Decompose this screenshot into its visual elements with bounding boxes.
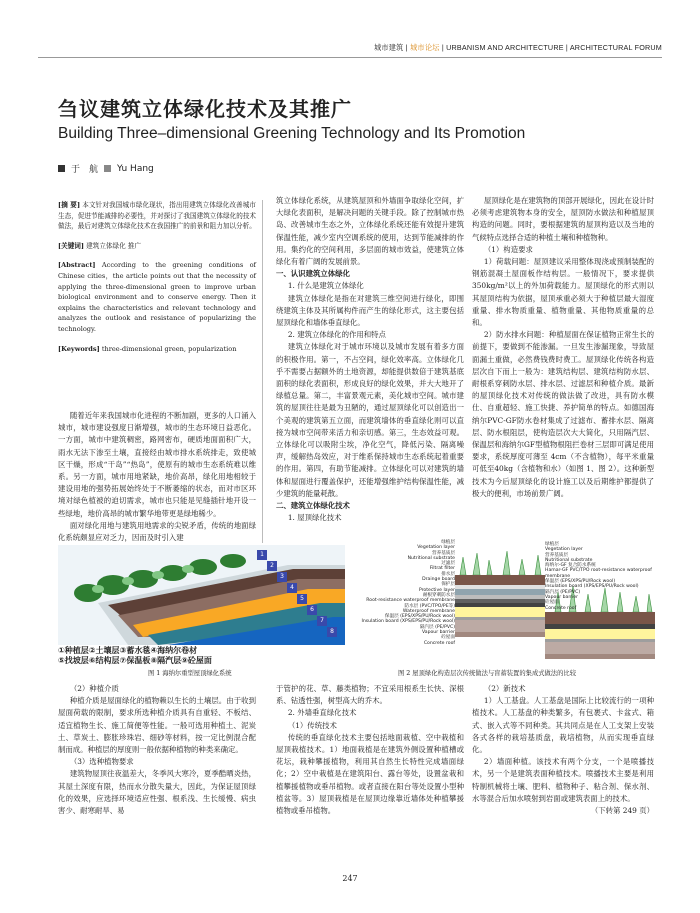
subsection-heading: （2）种植介质: [69, 684, 119, 693]
paragraph: 于管护的花、草、藤类植物；不宜采用根系生长快、深根系、钻透性强，树型高大的乔木。: [276, 684, 464, 706]
figure-number-badge: 7: [317, 616, 327, 626]
layer-label: 隔汽层 (PE/PVC): [545, 589, 581, 595]
figure-1: [58, 545, 345, 667]
abstract-block: [58, 200, 256, 354]
figure-number-badge: 3: [277, 572, 287, 582]
paragraph: 传统的垂直绿化技术主要包括地面栽植、空中栽植和屋顶栽植技术。1）地面栽植是在建筑外侧设置种植槽或花坛，栽种攀援植物，利用其自然生长特性完成墙面绿化；2）空中栽植是在建筑阳台、露台等处，设置盆栽和植攀援植物或垂吊植物。或者直接在阳台等处设置小型种植盆等。3）屋顶栽植是在屋顶边缘靠近墙体处种植攀援植物或垂吊植物。: [276, 732, 464, 816]
paragraph: 随着近年来我国城市化进程的不断加剧，更多的人口涌入城市，城市建设强度日渐增强，城市的生态环境日益恶化。一方面，城市中建筑稠密，路网密布，硬质地面面积广大，雨水无法下渗至土壤，直接经由城市排水系统排走，致使城区干燥，形成“干岛”“热岛”，使原有的城市生态系统难以维系。另一方面，城市用地紧缺，地价高昂，绿化用地相较于建设用地的强势拓展始终处于不断萎缩的状态，而对市区环境对绿色植被的迫切需求，城市也只能是见缝插针地开设一些绿地，地价高昂的城市繁华地带更是绿地稀少。: [58, 411, 256, 518]
layer-label: Concrete roof: [545, 605, 577, 611]
left-layer-labels: [355, 540, 455, 646]
layer-label: 排水层: [441, 571, 455, 577]
paragraph: 1）人工基盘。人工基盘是国际上比较流行的一项种植技术。人工基盘的种类繁多，有包裹式、卡盆式、箱式、嵌入式等不同种类。其共同点是在人工支架上安装各式各样的栽培基质盘，栽培植物，从而实现垂直绿化。: [472, 696, 654, 755]
abstract-en-label: [Abstract]: [58, 261, 96, 270]
figure-number-badge: 8: [327, 627, 337, 637]
keywords-cn-label: [关键词]: [58, 241, 85, 250]
header-sep: |: [565, 43, 568, 52]
paragraph: 2）墙面种植。该技术有两个分支，一个是喷播技术，另一个是建筑表面种植技术。喷播技术主要是利用特制机械将土壤、肥料、植物种子、粘合剂、保水剂、水等混合后加水喷射到岩面或建筑表面上的技术。: [472, 757, 654, 803]
layer-label: 砼屋面: [545, 600, 559, 606]
layer-label: Vapour barrier: [421, 630, 455, 636]
layer-label: Root-resistance waterproof membrane: [366, 598, 455, 604]
square-bullet-icon: [104, 165, 111, 172]
col1-body: [58, 410, 256, 544]
subsection-heading: （3）选种植物要求: [69, 757, 134, 767]
square-bullet-icon: [58, 165, 65, 172]
figure-1-caption: 图 1 海纳尔重型屋顶绿化系统: [148, 670, 232, 677]
column-divider: [262, 200, 263, 543]
paragraph: 1）荷载问题：屋顶建议采用整体现浇或预制装配的钢筋混凝土屋面板作结构层。一般情况下，要求提供350kg/m²以上的外加荷载能力。屋顶绿化的形式则以其屋顶结构为依据，屋顶承重必须大于种植层最大湿度重量、排水物质重量、植物重量、其他物质重量的总和。: [472, 257, 654, 328]
running-header: [374, 43, 662, 53]
header-en2: ARCHITECTURAL FORUM: [569, 43, 662, 52]
header-rule: [38, 57, 662, 58]
paragraph: 建筑物屋顶往夜温差大，冬季风大寒冷，夏季酷晒炎热，其屋土深度有限，热而水分散失量大，因此，为保证屋顶绿化的效果，应选择环境适应性强、根系浅、生长缓慢、病虫害少、耐寒耐旱、易: [58, 769, 256, 816]
layer-label: Insulation board (XPS/EPS/PU/Rock wool): [545, 584, 639, 590]
paragraph: 面对绿化用地与建筑用地需求的尖锐矛盾，传统的地面绿化系统颇显应对乏力，因而及时引入建: [58, 520, 256, 543]
layer-label: Concrete roof: [423, 640, 455, 646]
author-en: Yu Hang: [117, 163, 154, 174]
figure-2: [355, 540, 655, 666]
col2-bottom: [276, 683, 464, 817]
col2-body: [276, 195, 464, 524]
layer-label: 海纳尔-GF 复合防水系统: [545, 563, 596, 569]
author-cn: 于 航: [71, 165, 99, 175]
header-sep: |: [441, 43, 444, 52]
figure-number-badge: 6: [307, 605, 317, 615]
layer-label: 防水层 (PVC/TPO/PE等): [404, 603, 455, 609]
figure-number-badge: 2: [267, 561, 277, 571]
layer-label: 过滤层: [441, 561, 455, 567]
paragraph: 筑立体绿化系统，从建筑屋顶和外墙面争取绿化空间，扩大绿化表面积，是解决问题的关键手段。除了控制城市热岛、改善城市生态之外，立体绿化系统还能有效提升建筑保温性能，减少室内空调系统的使用，达到节能减排的作用。集约化的空间利用，多层面的城市效益，使建筑立体绿化有着广阔的发展前景。: [276, 196, 464, 267]
abstract-cn-text: 本文针对我国城市绿化现状，指出用建筑立体绿化改善城市生态，促进节能减排的必要性，并对探讨了我国建筑立体绿化的技术做法，最后对建筑立体绿化技术在我国推广的前景和阻力加以分析。: [58, 201, 256, 231]
page-number: 247: [342, 874, 358, 883]
layer-label: 耐根穿刺防水层: [422, 592, 455, 598]
subsection-heading: （2）新技术: [483, 684, 526, 693]
layer-label: Hamar-GF PVC/TPO root-resistance waterproof membrane: [545, 568, 652, 579]
layer-label: 绿植层: [441, 540, 455, 545]
layer-label: 隔汽层 (PE/PVC): [419, 624, 455, 630]
layer-label: 营养基质层: [545, 552, 568, 558]
layer-label: Nutritional substrate: [545, 557, 593, 563]
subsection-heading: 2. 外墙垂直绿化技术: [287, 708, 357, 718]
figure-1-legend: [58, 646, 345, 666]
section-heading: 一、认识建筑立体绿化: [276, 269, 350, 279]
figure-2-caption: 图 2 屋顶绿化构造层次传统做法与盲蓄装置的集成式做法的比较: [398, 670, 577, 677]
abstract-cn-label: [摘 要]: [58, 201, 81, 209]
abstract-en-text: According to the greening conditions of Chinese cities，the article points out that the necessity of applying the three-dimensional green to improve urban biological environment and to conserve energy. Then it explains the characteristics and relevant technology and analyzes the outlook and resistance of popularizing the technology.: [58, 261, 256, 333]
col3-body: [472, 195, 654, 500]
layer-label: 保温层 (EPS/XPS/PU/Rock wool): [384, 614, 455, 620]
layer-label: 砼屋面: [441, 635, 455, 641]
header-cn1: 城市建筑: [374, 43, 404, 52]
keywords-cn-text: 建筑立体绿化 推广: [86, 241, 141, 250]
continued-note: （下转第 249 页）: [590, 806, 654, 816]
subsection-heading: （1）构造要求: [483, 244, 533, 254]
layer-label: Vegetation layer: [417, 545, 455, 551]
layer-label: Waterproof membrane: [402, 608, 455, 614]
layer-label: 营养基质层: [432, 550, 455, 556]
layer-label: Vegetation layer: [545, 547, 583, 553]
legend-line: ⑤找坡层⑥结构层⑦保温板⑧隔汽层⑨砼屋面: [58, 656, 212, 665]
figure-number-badge: 4: [287, 583, 297, 593]
subsection-heading: 1. 什么是建筑立体绿化: [287, 281, 364, 291]
paragraph: 建筑立体绿化是指在对建筑三维空间进行绿化，即围绕建筑主体及其所属构件而产生的绿化形式，这主要包括屋顶绿化和墙体垂直绿化。: [276, 293, 464, 328]
right-layer-labels: [545, 542, 655, 611]
section-heading: 二、建筑立体绿化技术: [276, 501, 350, 511]
col3-bottom: [472, 683, 654, 817]
col1-bottom: [58, 683, 256, 817]
subsection-heading: 2. 建筑立体绿化的作用和特点: [287, 330, 386, 340]
layer-label: 保护层: [441, 582, 455, 588]
layer-label: Vapour barrier: [545, 594, 579, 600]
title-en: Building Three–dimensional Greening Technology and Its Promotion: [58, 125, 526, 142]
layer-label: 保温层 (EPS/XPS/PU/Rock wool): [545, 579, 616, 585]
layer-label: Insulation board (XPS/EPS/PU/Rock wool): [361, 619, 455, 625]
legend-line: ①种植层②土壤层③蓄水毯④海纳尔卷材: [58, 646, 198, 655]
layer-label: Protective layer: [418, 587, 455, 593]
subsection-heading: 1. 屋顶绿化技术: [287, 513, 342, 523]
paragraph: 建筑立体绿化对于城市环境以及城市发展有着多方面的积极作用。第一，不占空间，绿化效率高。立体绿化几乎不需要占据额外的土地资源，却能提供数倍于建筑基底面积的绿化表面积，形成良好的绿化效果，并大大地开了绿植总量。第二，丰富景观元素，美化城市空间。城市建筑的屋顶往往是最为丑陋的，通过屋顶绿化可以创造出一个美观的建筑第五立面，而建筑墙体的垂直绿化则可以直接为城市空间带来活力和亲切感。第三，生态效益可观。立体绿化可以吸附尘埃，净化空气，降低污染、隔离噪声，缓解热岛效应，对于维系保持城市生态系统起着重要的作用。第四，有助节能减排。立体绿化可以对建筑的墙体和屋面进行覆盖保护，还能增强维护结构保温性能，减少建筑的能量耗散。: [276, 342, 464, 498]
keywords-en-label: [Keywords]: [58, 344, 100, 353]
header-sep: |: [405, 43, 408, 52]
header-cn2: 城市论坛: [410, 43, 440, 52]
title-cn: 刍议建筑立体绿化技术及其推广: [58, 97, 352, 121]
layer-label: Filtrat filter: [429, 566, 455, 572]
author-line: [58, 162, 154, 175]
layer-label: Drainge board: [422, 577, 455, 583]
paragraph: 种植介质是屋面绿化的植物赖以生长的土壤层。由于收到屋面荷载的限制，要求所选种植介质具有自重轻、不板结、适宜植物生长、施工简便等性能。一般可选用种植土、泥炭土、草炭土、膨胀珍珠岩、细砂等材料，按一定比例混合配制而成。种植层的厚度则一般依据种植物的种类来确定。: [58, 696, 256, 755]
paragraph: 2）防水排水问题：种植屋面在保证植物正常生长的前提下，要做到不能渗漏。一旦发生渗漏现象，导致屋面漏土重做，必然费钱费时费工。屋顶绿化传统各构造层次自下而上一般为：建筑结构层、建筑结构防水层、耐根系穿刺防水层、排水层、过滤层和种植介质。最新的屋顶绿化技术对传统的做法做了改进，具有防水模仕、自重超轻、施工快捷、养护简单的特点。如德国海纳尔PVC-GF防水卷材集成了过滤布、蓄排水层、隔离层、防水根阻层，使构造层次大大简化，只用隔汽层、保温层和海纳尔GF型植物根阻拦卷材三层即可满足使用要求，系统厚度可薄至 4cm（不含植物），每平米重量可低至40kg（含植物和水）（如图 1、图 2）。这种新型技术为今后屋顶绿化的设计施工以及后期维护都提供了极大的便利，市场前景广阔。: [472, 330, 654, 498]
figure-number-badge: 5: [297, 594, 307, 604]
paragraph: 屋顶绿化是在建筑物的顶部开展绿化，因此在设计时必须考虑建筑物本身的安全，屋顶防水做法和种植屋顶构造的问题。同时，要根据建筑的屋顶构造以及当地的气候特点选择合适的种植土壤和种植物种。: [472, 196, 654, 242]
figure-number-badge: 1: [257, 550, 267, 560]
layer-label: 绿植层: [545, 542, 559, 547]
keywords-en-text: three-dimensional green, popularization: [101, 344, 237, 353]
layer-label: Nutritional substrate: [407, 555, 455, 561]
header-en1: URBANISM AND ARCHITECTURE: [446, 43, 564, 52]
subsection-heading: （1）传统技术: [287, 720, 337, 730]
